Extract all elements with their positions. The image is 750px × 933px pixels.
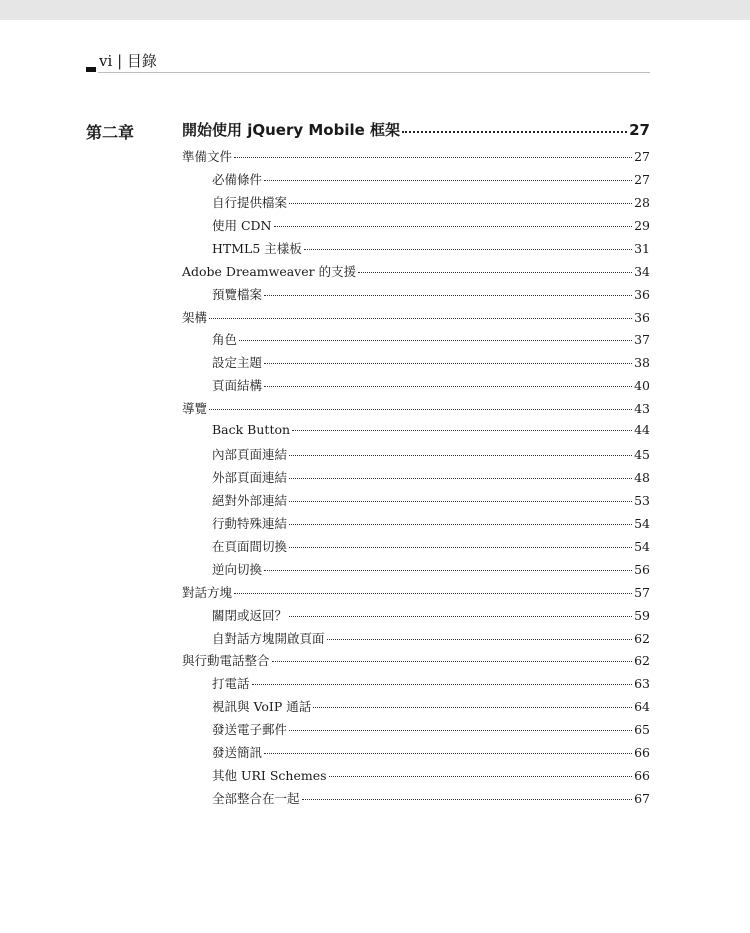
toc-entry — [212, 353, 650, 371]
leader-dots — [289, 478, 632, 479]
toc-entry-page: 29 — [634, 217, 650, 233]
toc-entry-page: 40 — [634, 378, 650, 394]
toc-entry-page: 31 — [634, 240, 650, 256]
toc-entry — [212, 239, 650, 257]
toc-entry — [212, 766, 650, 784]
toc-entry-title: 在頁面間切換 — [212, 538, 288, 554]
chapter-title-row — [182, 119, 650, 141]
toc-entry — [212, 560, 650, 578]
toc-entry-page: 34 — [634, 263, 650, 279]
toc-entry-page: 38 — [634, 355, 650, 371]
toc-entry-title: 預覽檔案 — [212, 286, 263, 302]
chapter-title: 開始使用 jQuery Mobile 框架 — [182, 121, 401, 139]
toc-entry-page: 54 — [634, 538, 650, 554]
header-page-number: vi — [99, 52, 113, 70]
toc-entry-page: 36 — [634, 286, 650, 302]
leader-dots — [327, 639, 633, 640]
toc-entry-title: 使用 CDN — [212, 217, 272, 233]
toc-entry-title: 自行提供檔案 — [212, 194, 288, 210]
leader-dots — [209, 409, 632, 410]
toc-entry-title: 必備條件 — [212, 171, 263, 187]
toc-entry-title: HTML5 主樣板 — [212, 240, 302, 256]
toc-entry — [212, 330, 650, 348]
leader-dots — [264, 295, 632, 296]
toc-entry-page: 56 — [634, 561, 650, 577]
chapter-label: 第二章 — [86, 123, 135, 142]
leader-dots — [289, 524, 632, 525]
toc-entry-page: 45 — [634, 447, 650, 463]
toc-entry-title: 對話方塊 — [182, 584, 233, 600]
leader-dots — [358, 272, 632, 273]
toc-entry — [212, 720, 650, 738]
leader-dots — [289, 547, 632, 548]
leader-dots — [209, 318, 632, 319]
toc-entry-page: 53 — [634, 492, 650, 508]
toc-entry-page: 36 — [634, 309, 650, 325]
toc-entry-title: Back Button — [212, 422, 291, 438]
leader-dots — [289, 730, 632, 731]
toc-entry-title: 絕對外部連結 — [212, 492, 288, 508]
leader-dots — [264, 753, 632, 754]
leader-dots — [239, 340, 632, 341]
toc-entry — [212, 674, 650, 692]
leader-dots — [292, 430, 632, 431]
toc-entry-title: 發送電子郵件 — [212, 722, 288, 738]
toc-entry-title: 發送簡訊 — [212, 745, 263, 761]
toc-entry-title: 關閉或返回？ — [212, 607, 288, 623]
leader-dots — [252, 684, 633, 685]
leader-dots — [272, 661, 633, 662]
toc-entry — [212, 491, 650, 509]
toc-entry-title: 準備文件 — [182, 149, 233, 164]
toc-entry-page: 65 — [634, 722, 650, 738]
toc-entry-title: 打電話 — [212, 676, 250, 692]
toc-entry-title: 全部整合在一起 — [212, 791, 300, 807]
toc-entry-title: 角色 — [212, 332, 238, 348]
toc-entry-title: 行動特殊連結 — [212, 515, 288, 531]
header-rule — [98, 72, 650, 73]
toc-entry — [212, 445, 650, 463]
toc-entry-title: 內部頁面連結 — [212, 447, 288, 463]
toc-entry-page: 28 — [634, 194, 650, 210]
toc-entry — [212, 537, 650, 555]
header-marker — [86, 67, 96, 72]
header-separator: | — [117, 52, 123, 70]
toc-entry — [212, 697, 650, 715]
toc-entry — [182, 262, 650, 280]
leader-dots — [264, 180, 632, 181]
toc-entry-page: 62 — [634, 630, 650, 646]
toc-entry-title: 架構 — [182, 309, 208, 325]
leader-dots — [329, 776, 633, 777]
leader-dots — [302, 799, 633, 800]
toc-entry-page: 66 — [634, 745, 650, 761]
leader-dots — [264, 386, 632, 387]
leader-dots — [234, 157, 632, 158]
running-header — [86, 48, 650, 72]
toc-entry — [212, 285, 650, 303]
toc-entry-title: Adobe Dreamweaver 的支援 — [182, 263, 357, 279]
toc-entry — [182, 308, 650, 326]
toc-entry-title: 逆向切換 — [212, 561, 263, 577]
toc-entry — [182, 147, 650, 165]
toc-entry — [212, 422, 650, 440]
leader-dots — [289, 203, 632, 204]
toc-entry-page: 62 — [634, 653, 650, 669]
leader-dots — [289, 501, 632, 502]
toc-entry-page: 59 — [634, 607, 650, 623]
toc-entry-page: 27 — [634, 171, 650, 187]
leader-dots — [274, 226, 633, 227]
leader-dots — [313, 707, 632, 708]
toc-entry-page: 66 — [634, 768, 650, 784]
toc-entry-page: 54 — [634, 515, 650, 531]
toc-entry — [212, 170, 650, 188]
toc-entry-page: 63 — [634, 676, 650, 692]
toc-entry — [212, 514, 650, 532]
leader-dots — [264, 570, 632, 571]
toc-entry-title: 與行動電話整合 — [182, 653, 270, 669]
header-text — [99, 50, 157, 71]
toc-entry-page: 44 — [634, 422, 650, 438]
leader-dots — [289, 616, 632, 617]
toc-entry — [212, 743, 650, 761]
leader-dots — [264, 363, 632, 364]
leader-dots — [304, 249, 632, 250]
toc-entry-page: 48 — [634, 470, 650, 486]
toc-entry — [212, 606, 650, 624]
leader-dots — [289, 455, 632, 456]
toc-entry — [212, 468, 650, 486]
toc-entry-title: 設定主題 — [212, 355, 263, 371]
toc-entry — [182, 651, 650, 669]
toc-entry — [212, 193, 650, 211]
toc-entry-title: 外部頁面連結 — [212, 470, 288, 486]
toc-entry — [212, 629, 650, 647]
toc-entry — [182, 583, 650, 601]
chapter-page: 27 — [629, 121, 650, 139]
leader-dots — [234, 593, 632, 594]
toc-entry-title: 頁面結構 — [212, 378, 263, 394]
header-title: 目錄 — [126, 52, 157, 70]
top-margin-bar — [0, 0, 750, 20]
toc-entry — [212, 216, 650, 234]
toc-entry-page: 67 — [634, 791, 650, 807]
toc-entry — [182, 399, 650, 417]
toc-entry-page: 43 — [634, 401, 650, 417]
toc-entry-title: 導覽 — [182, 401, 208, 417]
toc-entry-page: 64 — [634, 699, 650, 715]
toc-entry-title: 自對話方塊開啟頁面 — [212, 630, 325, 646]
toc-entry-page: 57 — [634, 584, 650, 600]
toc-entry-page: 37 — [634, 332, 650, 348]
toc-entry — [212, 376, 650, 394]
toc-entry — [212, 789, 650, 807]
leader-dots — [402, 131, 627, 133]
toc-entry-title: 視訊與 VoIP 通話 — [212, 699, 312, 715]
toc-entry-title: 其他 URI Schemes — [212, 768, 327, 784]
toc-entry-page: 27 — [634, 149, 650, 164]
